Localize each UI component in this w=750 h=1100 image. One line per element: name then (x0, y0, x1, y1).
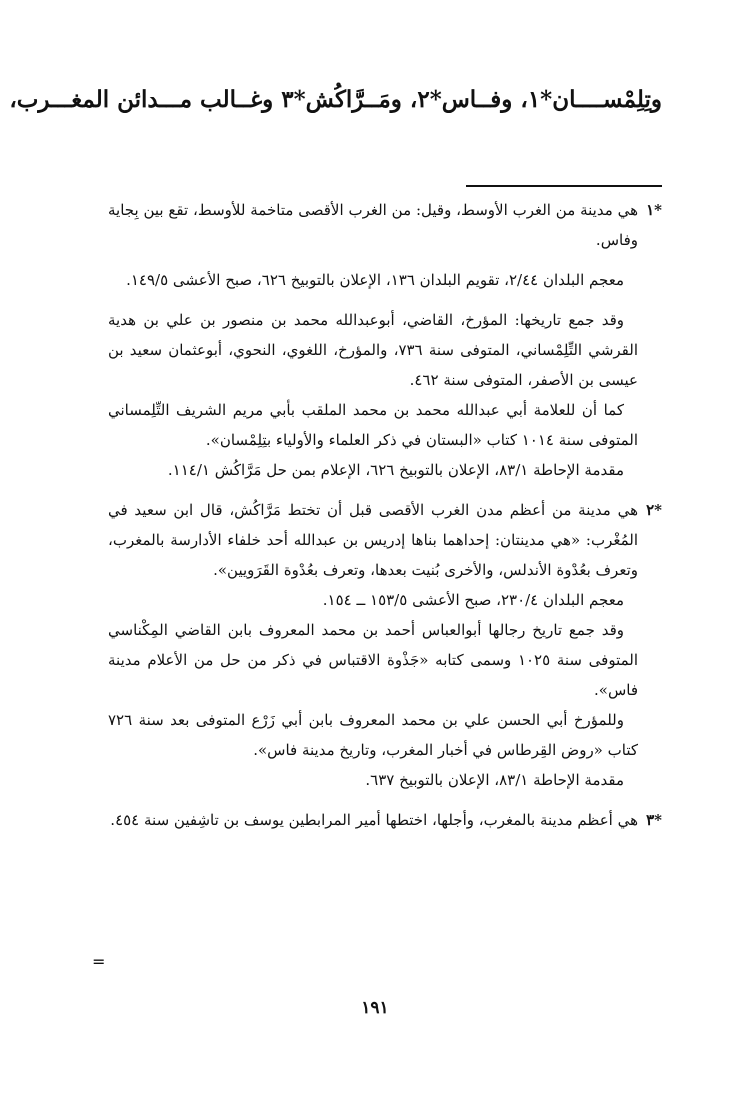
footnote-1-references: معجم البلدان ٢/٤٤، تقويم البلدان ١٣٦، الإعلان بالتوبيخ ٦٢٦، صبح الأعشى ١٤٩/٥. (126, 271, 624, 289)
footnote-2 (108, 495, 662, 795)
footnote-2-references: معجم البلدان ٢٣٠/٤، صبح الأعشى ١٥٣/٥ ــ ١٥٤. (322, 591, 624, 609)
footnote-3 (108, 805, 662, 835)
footnote-2-marker: *٢ (646, 501, 662, 519)
page-number: ١٩١ (361, 998, 389, 1018)
footnote-1-references: مقدمة الإحاطة ٨٣/١، الإعلان بالتوبيخ ٦٢٦، الإعلام بمن حل مَرَّاكُش ١١٤/١. (167, 461, 624, 479)
footnote-1-paragraph: هي مدينة من الغرب الأوسط، وقيل: من الغرب الأقصى متاخمة للأوسط، تقع بين بِجاية وفاس. (108, 201, 638, 249)
footnote-3-marker: *٣ (646, 811, 662, 829)
footnote-2-references: مقدمة الإحاطة ٨٣/١، الإعلان بالتوبيخ ٦٣٧. (365, 771, 624, 789)
footnote-2-paragraph: وقد جمع تاريخ رجالها أبوالعباس أحمد بن محمد المعروف بابن القاضي المِكْناسي المتوفى سنة ١٠٢٥ وسمى كتابه «جَذْوة الاقتباس في ذكر من حل من الأعلام مدينة فاس». (108, 621, 639, 699)
footnote-2-paragraph: وللمؤرخ أبي الحسن علي بن محمد المعروف بابن أبي زَرْع المتوفى بعد سنة ٧٢٦ كتاب «روض القِرطاس في أخبار المغرب، وتاريخ مدينة فاس». (108, 711, 638, 759)
footnote-1-paragraph: وقد جمع تاريخها: المؤرخ، القاضي، أبوعبدالله محمد بن منصور بن علي بن هدية القرشي التِّلِمْساني، المتوفى سنة ٧٣٦، والمؤرخ، اللغوي، النحوي، أبوعثمان سعيد بن عيسى بن الأصفر، المتوفى سنة ٤٦٢. (108, 311, 638, 389)
footnotes-section (108, 195, 662, 835)
main-text-line: وتِلِمْســــان*١، وفــاس*٢، ومَــرَّاكُش*٣ وغــالب مـــدائن المغـــرب، (9, 86, 662, 113)
footnote-1 (108, 195, 662, 485)
footnote-3-paragraph: هي أعظم مدينة بالمغرب، وأجلها، اختطها أمير المرابطين يوسف بن تاشِفين سنة ٤٥٤. (110, 811, 638, 829)
footnote-1-marker: *١ (646, 201, 662, 219)
footnote-1-paragraph: كما أن للعلامة أبي عبدالله محمد بن محمد الملقب بأبي مريم الشريف التِّلِمساني المتوفى سنة ١٠١٤ كتاب «البستان في ذكر العلماء والأولياء بتِلِمْسان». (108, 401, 638, 449)
footnote-separator-rule (466, 185, 662, 187)
continuation-mark: = (92, 952, 106, 971)
footnote-2-paragraph: هي مدينة من أعظم مدن الغرب الأقصى قبل أن تختط مَرَّاكُش، قال ابن سعيد في المُغْرب: «هي مدينتان: إحداهما بناها إدريس بن عبدالله أحد خلفاء الأدارسة بالمغرب، وتعرف بعُدْوة الأندلس، والأخرى بُنيت بعدها، وتعرف بعُدْوة القَرَويين». (108, 501, 638, 579)
